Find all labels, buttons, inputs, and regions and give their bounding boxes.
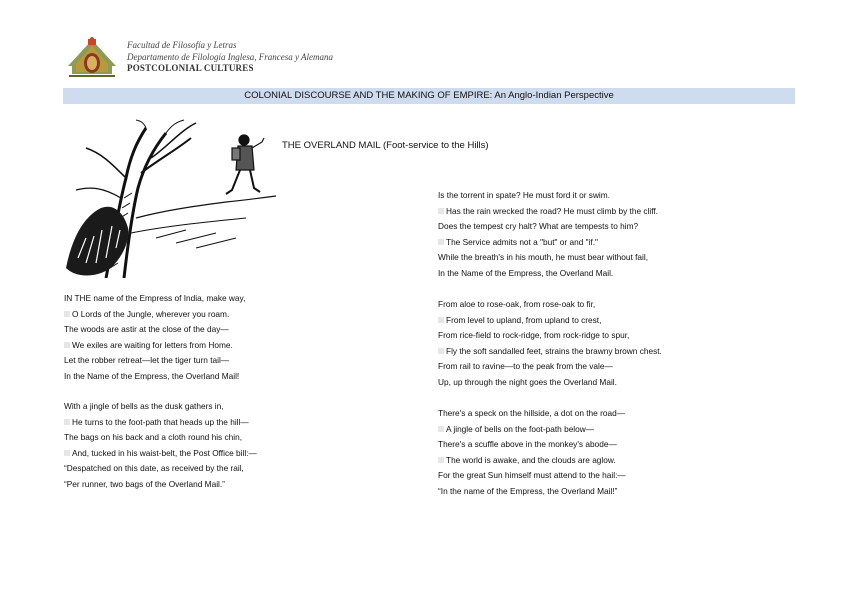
- stanza-3: [438, 188, 658, 281]
- department-name: Departamento de Filología Inglesa, Francesa y Alemana: [127, 51, 334, 62]
- poem-line: The woods are astir at the close of the day—: [64, 324, 229, 334]
- poem-line: There's a speck on the hillside, a dot on the road—: [438, 408, 625, 418]
- poem-line: In the Name of the Empress, the Overland Mail!: [64, 370, 240, 381]
- poem-title: THE OVERLAND MAIL (Foot-service to the Hills): [282, 140, 489, 151]
- poem-line: Has the rain wrecked the road? He must climb by the cliff.: [438, 204, 658, 220]
- faculty-name: Facultad de Filosofía y Letras: [127, 40, 237, 50]
- stanza-4: [438, 297, 662, 390]
- poem-line: He turns to the foot-path that heads up the hill—: [64, 415, 257, 431]
- poem-line: Fly the soft sandalled feet, strains the brawny brown chest.: [438, 344, 662, 360]
- poem-line: Up, up through the night goes the Overland Mail.: [438, 376, 617, 387]
- university-crest-logo: [66, 36, 118, 78]
- tiger-and-runner-illustration: [66, 118, 278, 278]
- poem-line: O Lords of the Jungle, wherever you roam.: [64, 307, 245, 323]
- poem-line: And, tucked in his waist-belt, the Post Office bill:—: [64, 446, 257, 462]
- poem-line: The Service admits not a "but" or and "if.": [438, 235, 658, 251]
- poem-line: From aloe to rose-oak, from rose-oak to fir,: [438, 299, 596, 309]
- poem-line: The world is awake, and the clouds are aglow.: [438, 453, 626, 469]
- poem-line: In the Name of the Empress, the Overland Mail.: [438, 267, 614, 278]
- poem-line: With a jingle of bells as the dusk gathers in,: [64, 401, 224, 411]
- poem-line: From rail to ravine—to the peak from the vale—: [438, 361, 613, 371]
- poem-line: From level to upland, from upland to crest,: [438, 313, 662, 329]
- title-banner: COLONIAL DISCOURSE AND THE MAKING OF EMPIRE: An Anglo-Indian Perspective: [63, 88, 795, 104]
- header: [66, 36, 386, 78]
- poem-line: From rice-field to rock-ridge, from rock-ridge to spur,: [438, 330, 630, 340]
- poem-line: While the breath's in his mouth, he must bear without fail,: [438, 252, 649, 262]
- poem-line: “Despatched on this date, as received by the rail,: [64, 463, 244, 473]
- poem-line: Does the tempest cry halt? What are tempests to him?: [438, 221, 639, 231]
- poem-line: We exiles are waiting for letters from Home.: [64, 338, 245, 354]
- stanza-1: [64, 291, 245, 384]
- poem-line: “Per runner, two bags of the Overland Mail.”: [64, 478, 225, 489]
- poem-line: A jingle of bells on the foot-path below—: [438, 422, 626, 438]
- course-name: POSTCOLONIAL CULTURES: [127, 63, 254, 73]
- institution-text: [127, 40, 333, 75]
- poem-line: IN THE name of the Empress of India, make way,: [64, 293, 246, 303]
- poem-line: Is the torrent in spate? He must ford it or swim.: [438, 190, 610, 200]
- poem-line: The bags on his back and a cloth round his chin,: [64, 432, 243, 442]
- poem-line: There's a scuffle above in the monkey's abode—: [438, 439, 617, 449]
- stanza-2: [64, 399, 257, 492]
- poem-line: For the great Sun himself must attend to the hail:—: [438, 470, 626, 480]
- stanza-5: [438, 406, 626, 499]
- poem-line: “In the name of the Empress, the Overland Mail!”: [438, 485, 618, 496]
- poem-line: Let the robber retreat—let the tiger turn tail—: [64, 355, 230, 365]
